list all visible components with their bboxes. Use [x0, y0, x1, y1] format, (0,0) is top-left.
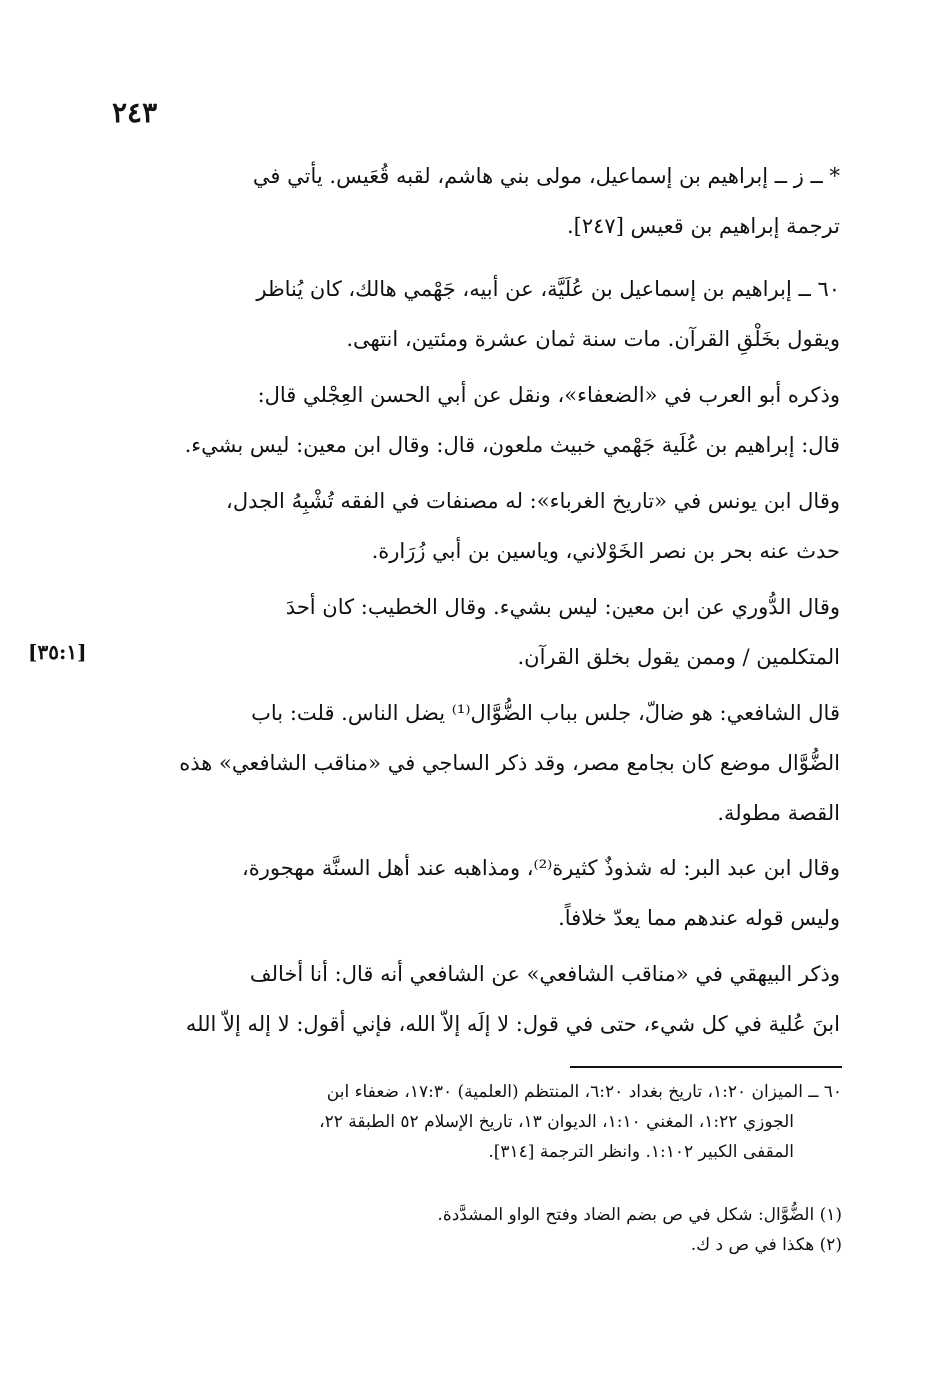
text-line: قال الشافعي: هو ضالّ، جلس بباب الضُّوَّال⁽¹⁾ يضل الناس. قلت: باب [251, 701, 840, 725]
entry-paragraph [110, 370, 840, 470]
entry-paragraph [110, 151, 840, 251]
footnote-line: المقفى الكبير ١:١٠٢. وانظر الترجمة [٣١٤]. [488, 1142, 794, 1162]
text-line: القصة مطولة. [717, 801, 840, 825]
text-line: ابنَ عُلية في كل شيء، حتى في قول: لا إلَه إلاّ الله، فإني أقول: لا إله إلاّ الله [185, 1012, 840, 1036]
text-line: ترجمة إبراهيم بن قعيس [٢٤٧]. [566, 214, 840, 238]
entry-paragraph [110, 949, 840, 1049]
page-number: ٢٤٣ [112, 96, 158, 129]
footnote-line: ٦٠ ــ الميزان ١:٢٠، تاريخ بغداد ٦:٢٠، المنتظم (العلمية) ١٧:٣٠، ضعفاء ابن [326, 1082, 842, 1102]
text-line: وذكر البيهقي في «مناقب الشافعي» عن الشافعي أنه قال: أنا أخالف [249, 962, 840, 986]
entry-paragraph [110, 264, 840, 364]
footnote-line: الجوزي ١:٢٢، المغني ١:١٠، الديوان ١٣، تاريخ الإسلام ٥٢ الطبقة ٢٢، [319, 1112, 794, 1132]
text-line: الضُّوَّال موضع كان بجامع مصر، وقد ذكر الساجي في «مناقب الشافعي» هذه [179, 751, 840, 775]
footnote-notes [110, 1200, 842, 1260]
text-line: وقال ابن عبد البر: له شذوذٌ كثيرة⁽²⁾، ومذاهبه عند أهل السنَّة مهجورة، [241, 856, 840, 880]
text-line: وقال ابن يونس في «تاريخ الغرباء»: له مصنفات في الفقه تُشْبِهُ الجدل، [226, 489, 840, 513]
text-line: المتكلمين / وممن يقول بخلق القرآن. [517, 645, 840, 669]
entry-paragraph [110, 582, 840, 682]
text-line: * ــ ز ــ إبراهيم بن إسماعيل، مولى بني هاشم، لقبه قُعَيس. يأتي في [252, 164, 840, 188]
entry-paragraph [110, 476, 840, 576]
entry-paragraph [110, 843, 840, 943]
margin-reference: [٣٥:١] [28, 640, 87, 664]
text-line: حدث عنه بحر بن نصر الخَوْلاني، وياسين بن أبي زُرَارة. [371, 539, 840, 563]
text-line: ويقول بخَلْقِ القرآن. مات سنة ثمان عشرة ومئتين، انتهى. [346, 327, 840, 351]
text-line: وذكره أبو العرب في «الضعفاء»، ونقل عن أبي الحسن العِجْلي قال: [257, 383, 840, 407]
text-line: وقال الدُّوري عن ابن معين: ليس بشيء. وقال الخطيب: كان أحدَ [285, 595, 840, 619]
entry-paragraph [110, 688, 840, 838]
text-line: وليس قوله عندهم مما يعدّ خلافاً. [558, 906, 840, 930]
footnote-divider [570, 1066, 842, 1068]
footnote-line: (١) الضُّوَّال: شكل في ص بضم الضاد وفتح الواو المشدَّدة. [437, 1205, 842, 1225]
footnote-sources [110, 1077, 842, 1167]
footnote-line: (٢) هكذا في ص د ك. [690, 1235, 842, 1255]
text-line: قال: إبراهيم بن عُلَية جَهْمي خبيث ملعون، قال: وقال ابن معين: ليس بشيء. [184, 433, 840, 457]
text-line: ٦٠ ــ إبراهيم بن إسماعيل بن عُلَيَّة، عن أبيه، جَهْمي هالك، كان يُناظر [256, 277, 840, 301]
